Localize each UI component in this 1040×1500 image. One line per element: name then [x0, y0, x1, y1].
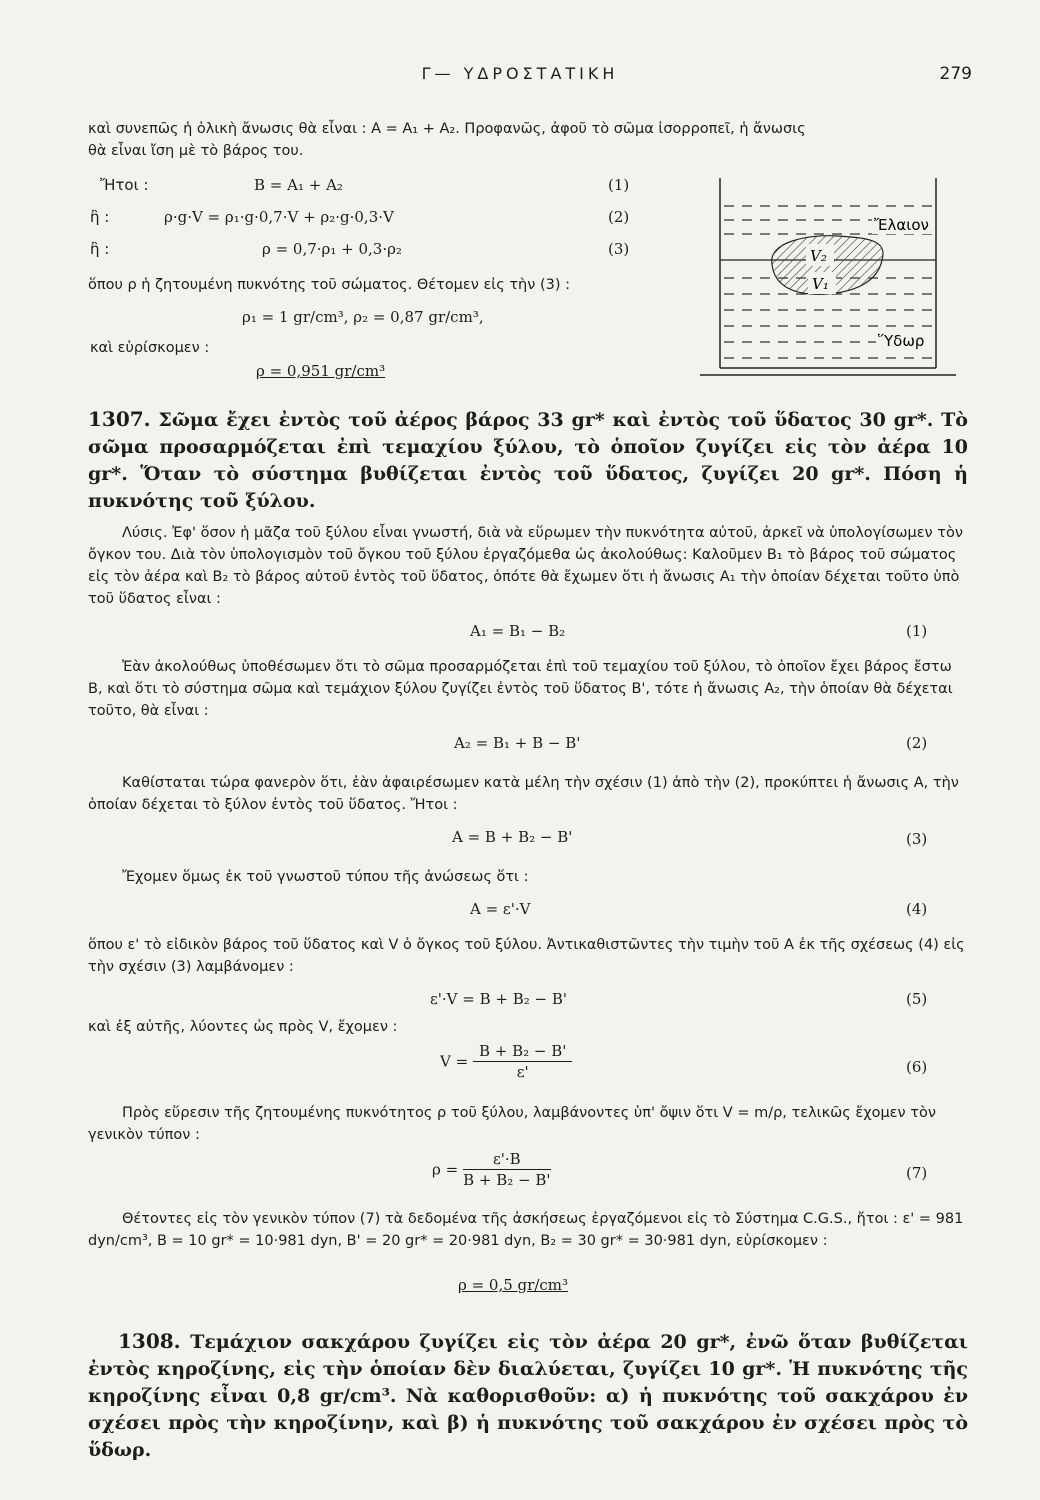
page-number: 279: [939, 64, 972, 84]
solution-paragraph-4: Ἔχομεν ὅμως ἐκ τοῦ γνωστοῦ τύπου τῆς ἀνώσεως ὅτι :: [122, 869, 529, 885]
intro-line-2: θὰ εἶναι ἴση μὲ τὸ βάρος του.: [88, 143, 304, 159]
solution-paragraph-6: καὶ ἐξ αὐτῆς, λύοντες ὡς πρὸς V, ἔχομεν :: [88, 1019, 398, 1035]
equation-number: (6): [906, 1058, 928, 1076]
denominator: B + B₂ − B': [463, 1171, 551, 1189]
solution-paragraph-2: Ἐὰν ἀκολούθως ὑποθέσωμεν ὅτι τὸ σῶμα προσαρμόζεται ἐπὶ τοῦ τεμαχίου τοῦ ξύλου, τὸ ὁποῖον ἔχει βάρος ἔστω B, καὶ ὅτι τὸ σύστημα σῶμα καὶ τεμάχιον ξύλου ζυγίζει ἐντὸς τοῦ ὕδατος B', τότε ἡ ἄνωσις A₂, τὴν ὁποίαν θὰ δέχεται τοῦτο, θὰ εἶναι :: [88, 659, 953, 719]
v1-label: V₁: [812, 275, 829, 293]
equation: ε'·V = B + B₂ − B': [430, 990, 568, 1008]
denominator: ε': [516, 1063, 529, 1081]
problem-text: Τεμάχιον σακχάρου ζυγίζει εἰς τὸν ἀέρα 20 gr*, ἐνῶ ὅταν βυθίζεται ἐντὸς κηροζίνης, εἰς τὴν ὁποίαν δὲν διαλύεται, ζυγίζει 10 gr*. Ἡ πυκνότης τῆς κηροζίνης εἶναι 0,8 gr/cm³. Νὰ καθορισθοῦν: α) ἡ πυκνότης τοῦ σακχάρου ἐν σχέσει πρὸς τὴν κηροζίνην, καὶ β) ἡ πυκνότης τοῦ σακχάρου ἐν σχέσει πρὸς τὸ ὕδωρ.: [88, 1331, 968, 1461]
solution-result: ρ = 0,5 gr/cm³: [458, 1276, 569, 1294]
equation: B = A₁ + A₂: [254, 176, 343, 194]
intro-paragraph: [88, 118, 968, 162]
solution-paragraph-7: Πρὸς εὕρεσιν τῆς ζητουμένης πυκνότητος ρ τοῦ ξύλου, λαμβάνοντες ὑπ' ὄψιν ὅτι V = m/ρ, τελικῶς ἔχομεν τὸν γενικὸν τύπον :: [88, 1105, 936, 1143]
solution-paragraph-8: Θέτοντες εἰς τὸν γενικὸν τύπον (7) τὰ δεδομένα τῆς ἀσκήσεως ἐργαζόμενοι εἰς τὸ Σύστημα C.G.S., ἤτοι : ε' = 981 dyn/cm³, B = 10 gr* = 10·981 dyn, B' = 20 gr* = 20·981 dyn, B₂ = 30 gr* = 30·981 dyn, εὑρίσκομεν :: [88, 1211, 964, 1249]
intro-line-3: ὅπου ρ ἡ ζητουμένη πυκνότης τοῦ σώματος. Θέτομεν εἰς τὴν (3) :: [88, 277, 570, 293]
equation-number: (4): [906, 900, 928, 918]
equation-number: (3): [608, 240, 630, 258]
equation-7: [432, 1150, 551, 1189]
problem-number: 1307.: [88, 407, 151, 431]
eq-label: ἢ :: [90, 208, 110, 226]
equation-number: (1): [906, 622, 928, 640]
chapter-title: Γ— ΥΔΡΟΣΤΑΤΙΚΗ: [421, 64, 619, 83]
problem-1307: [88, 406, 968, 515]
density-values: ρ₁ = 1 gr/cm³, ρ₂ = 0,87 gr/cm³,: [242, 308, 484, 326]
oil-label: Ἔλαιον: [874, 216, 929, 234]
v2-label: V₂: [810, 247, 827, 265]
solution-paragraph-3: Καθίσταται τώρα φανερὸν ὅτι, ἐὰν ἀφαιρέσωμεν κατὰ μέλη τὴν σχέσιν (1) ἀπὸ τὴν (2), προκύπτει ἡ ἄνωσις A, τὴν ὁποίαν δέχεται τὸ ξύλον ἐντὸς τοῦ ὕδατος. Ἤτοι :: [88, 775, 959, 813]
eq6-lhs: V =: [440, 1052, 469, 1071]
vessel-figure: [698, 168, 968, 382]
eq-label: Ἤτοι :: [100, 176, 149, 194]
equation: A₁ = B₁ − B₂: [470, 622, 566, 640]
intro-line-1: καὶ συνεπῶς ἡ ὁλικὴ ἄνωσις θὰ εἶναι : A = A₁ + A₂. Προφανῶς, ἀφοῦ τὸ σῶμα ἰσορροπεῖ, ἡ ἄνωσις: [88, 121, 806, 137]
problem-number: 1308.: [118, 1329, 181, 1353]
problem-text: Σῶμα ἔχει ἐντὸς τοῦ ἀέρος βάρος 33 gr* καὶ ἐντὸς τοῦ ὕδατος 30 gr*. Τὸ σῶμα προσαρμόζεται ἐπὶ τεμαχίου ξύλου, τὸ ὁποῖον ζυγίζει εἰς τὸν ἀέρα 10 gr*. Ὅταν τὸ σύστημα βυθίζεται ἐντὸς τοῦ ὕδατος, ζυγίζει 20 gr*. Πόση ἡ πυκνότης τοῦ ξύλου.: [88, 409, 968, 512]
page-header: [0, 64, 1040, 88]
problem-1308: [88, 1328, 968, 1464]
numerator: B + B₂ − B': [473, 1042, 572, 1062]
equation: A = B + B₂ − B': [452, 828, 573, 846]
intro-result: ρ = 0,951 gr/cm³: [256, 362, 386, 380]
eq7-lhs: ρ =: [432, 1160, 459, 1179]
equation: ρ·g·V = ρ₁·g·0,7·V + ρ₂·g·0,3·V: [164, 208, 394, 226]
equation: A₂ = B₁ + B − B': [454, 734, 581, 752]
equation-number: (7): [906, 1164, 928, 1182]
equation-6: [440, 1042, 572, 1081]
fraction: [463, 1150, 551, 1189]
result-label: καὶ εὑρίσκομεν :: [90, 340, 210, 356]
water-label: Ὕδωρ: [878, 332, 925, 350]
equation-number: (5): [906, 990, 928, 1008]
numerator: ε'·B: [463, 1150, 551, 1170]
equation: A = ε'·V: [470, 900, 531, 918]
solution-paragraph-5: ὅπου ε' τὸ εἰδικὸν βάρος τοῦ ὕδατος καὶ V ὁ ὄγκος τοῦ ξύλου. Ἀντικαθιστῶντες τὴν τιμὴν τοῦ A ἐκ τῆς σχέσεως (4) εἰς τὴν σχέσιν (3) λαμβάνομεν :: [88, 937, 965, 975]
vessel-diagram: [698, 168, 968, 382]
equation-number: (2): [608, 208, 630, 226]
equation-number: (3): [906, 830, 928, 848]
eq-label: ἢ :: [90, 240, 110, 258]
solution-paragraph-1: Λύσις. Ἐφ' ὅσον ἡ μᾶζα τοῦ ξύλου εἶναι γνωστή, διὰ νὰ εὕρωμεν τὴν πυκνότητα αὐτοῦ, ἀρκεῖ νὰ ὑπολογίσωμεν τὸν ὄγκον του. Διὰ τὸν ὑπολογισμὸν τοῦ ὄγκου τοῦ ξύλου ἐργαζόμεθα ὡς ἀκολούθως: Καλοῦμεν B₁ τὸ βάρος τοῦ σώματος εἰς τὸν ἀέρα καὶ B₂ τὸ βάρος αὐτοῦ ἐντὸς τοῦ ὕδατος, ὁπότε θὰ ἔχωμεν ὅτι ἡ ἄνωσις A₁ τὴν ὁποίαν δέχεται τοῦτο ὑπὸ τοῦ ὕδατος εἶναι :: [88, 525, 963, 607]
equation-number: (2): [906, 734, 928, 752]
equation: ρ = 0,7·ρ₁ + 0,3·ρ₂: [262, 240, 402, 258]
fraction: [473, 1042, 572, 1081]
equation-number: (1): [608, 176, 630, 194]
